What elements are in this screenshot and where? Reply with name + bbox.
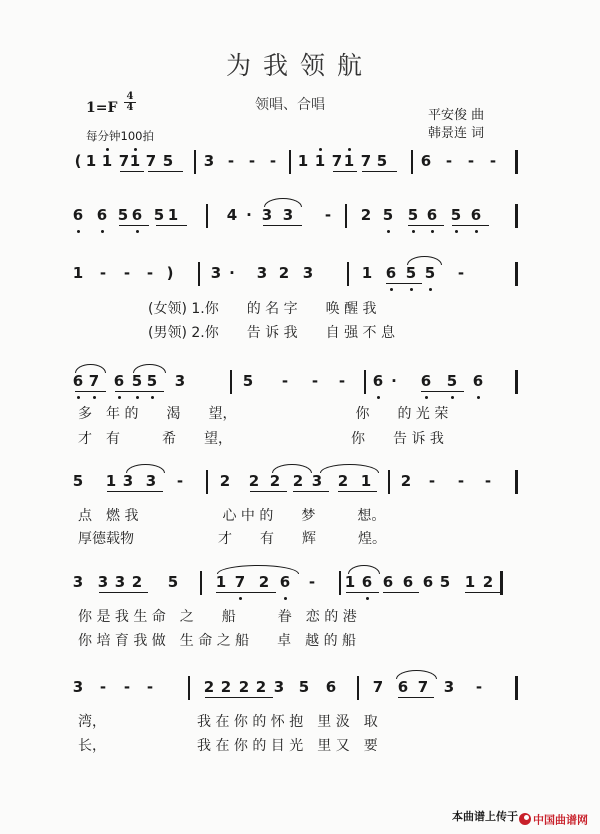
- jianpu-note: 3: [261, 206, 273, 224]
- jianpu-note: 1: [167, 206, 179, 224]
- jianpu-note: -: [457, 472, 465, 490]
- jianpu-note: -: [311, 372, 319, 390]
- jianpu-note: -: [467, 152, 475, 170]
- jianpu-note: -: [489, 152, 497, 170]
- performance-style: 领唱、合唱: [255, 97, 325, 113]
- jianpu-note: 5: [382, 206, 394, 224]
- jianpu-note: 5: [424, 264, 436, 282]
- time-signature-denominator: 4: [126, 102, 134, 113]
- octave-dot-below: [431, 230, 434, 233]
- jianpu-note: 6: [422, 573, 434, 591]
- octave-dot-below: [475, 230, 478, 233]
- jianpu-note: 3: [145, 472, 157, 490]
- jianpu-note: 3: [72, 678, 84, 696]
- composer-credit: 平安俊 曲: [428, 108, 485, 123]
- beat-underline: [386, 283, 422, 284]
- jianpu-note: 5: [298, 678, 310, 696]
- jianpu-note: -: [99, 264, 107, 282]
- lyric-line: 你 培 育 我 做 生 命 之 船 卓 越 的 船: [78, 633, 357, 649]
- octave-dot-below: [429, 288, 432, 291]
- final-barline: [500, 571, 503, 595]
- lyric-line: 长， 我 在 你 的 目 光 里 又 要: [78, 738, 378, 754]
- jianpu-note: 2: [238, 678, 250, 696]
- jianpu-note: 2: [220, 678, 232, 696]
- jianpu-note: 2: [255, 678, 267, 696]
- jianpu-note: 5: [117, 206, 129, 224]
- jianpu-note: 2: [337, 472, 349, 490]
- jianpu-note: -: [338, 372, 346, 390]
- time-signature-numerator: 4: [124, 92, 136, 103]
- octave-dot-below: [477, 396, 480, 399]
- jianpu-note: 5: [167, 573, 179, 591]
- jianpu-note: -: [428, 472, 436, 490]
- beat-underline: [115, 391, 164, 392]
- jianpu-note: 1: [464, 573, 476, 591]
- jianpu-note: 6: [372, 372, 384, 390]
- slur-tie: [407, 256, 442, 265]
- jianpu-note: 1: [129, 152, 141, 170]
- jianpu-note: 2: [248, 472, 260, 490]
- time-signature: [124, 92, 136, 113]
- jianpu-note: 5: [72, 472, 84, 490]
- barline: [289, 150, 291, 174]
- beat-underline: [263, 225, 302, 226]
- jianpu-note: 7: [372, 678, 384, 696]
- jianpu-note: -: [99, 678, 107, 696]
- jianpu-note: -: [146, 264, 154, 282]
- slur-tie: [396, 670, 437, 679]
- final-barline: [515, 676, 518, 700]
- octave-dot-below: [93, 396, 96, 399]
- jianpu-note: 1: [344, 573, 356, 591]
- jianpu-note: 3: [97, 573, 109, 591]
- barline: [230, 370, 232, 394]
- slur-tie: [348, 565, 380, 574]
- lyric-line: 你 是 我 生 命 之 船 眷 恋 的 港: [78, 609, 357, 625]
- octave-dot-below: [410, 288, 413, 291]
- jianpu-note: -: [484, 472, 492, 490]
- jianpu-note: ·: [391, 372, 397, 390]
- lyric-line: 点 燃 我 心 中 的 梦 想。: [78, 508, 386, 524]
- jianpu-note: -: [308, 573, 316, 591]
- jianpu-note: 5: [407, 206, 419, 224]
- octave-dot-below: [387, 230, 390, 233]
- beat-underline: [338, 491, 377, 492]
- jianpu-note: -: [457, 264, 465, 282]
- octave-dot-below: [239, 597, 242, 600]
- beat-underline: [216, 592, 276, 593]
- jianpu-note: 6: [279, 573, 291, 591]
- jianpu-note: ·: [229, 264, 235, 282]
- octave-dot-below: [455, 230, 458, 233]
- barline: [194, 150, 196, 174]
- octave-dot-below: [77, 396, 80, 399]
- jianpu-note: 2: [482, 573, 494, 591]
- jianpu-note: 3: [282, 206, 294, 224]
- jianpu-note: 3: [72, 573, 84, 591]
- final-barline: [515, 470, 518, 494]
- jianpu-note: 7: [88, 372, 100, 390]
- jianpu-note: 5: [405, 264, 417, 282]
- octave-dot-below: [101, 230, 104, 233]
- jianpu-note: 6: [420, 372, 432, 390]
- jianpu-note: 3: [302, 264, 314, 282]
- jianpu-note: 2: [131, 573, 143, 591]
- jianpu-note: 3: [443, 678, 455, 696]
- tempo-marking: 每分钟100拍: [86, 129, 154, 143]
- jianpu-note: 1: [215, 573, 227, 591]
- barline: [357, 676, 359, 700]
- jianpu-note: (: [74, 152, 82, 170]
- jianpu-note: 5: [439, 573, 451, 591]
- beat-underline: [333, 171, 357, 172]
- slur-tie: [272, 464, 312, 473]
- jianpu-note: 7: [118, 152, 130, 170]
- octave-dot-below: [77, 230, 80, 233]
- octave-dot-below: [412, 230, 415, 233]
- jianpu-note: 1: [85, 152, 97, 170]
- song-title: 为我领航: [225, 51, 374, 80]
- jianpu-note: 3: [256, 264, 268, 282]
- jianpu-note: 6: [420, 152, 432, 170]
- jianpu-note: 6: [426, 206, 438, 224]
- slur-tie: [217, 565, 299, 574]
- slur-tie: [126, 464, 165, 473]
- jianpu-note: 3: [174, 372, 186, 390]
- jianpu-note: 7: [234, 573, 246, 591]
- jianpu-note: 6: [325, 678, 337, 696]
- octave-dot-below: [425, 396, 428, 399]
- final-barline: [515, 262, 518, 286]
- jianpu-note: 7: [417, 678, 429, 696]
- jianpu-note: 2: [203, 678, 215, 696]
- jianpu-note: 1: [297, 152, 309, 170]
- jianpu-note: 5: [131, 372, 143, 390]
- jianpu-note: 5: [446, 372, 458, 390]
- jianpu-note: 5: [450, 206, 462, 224]
- jianpu-note: 2: [219, 472, 231, 490]
- jianpu-note: 3: [210, 264, 222, 282]
- jianpu-note: 6: [361, 573, 373, 591]
- jianpu-note: 5: [242, 372, 254, 390]
- jianpu-note: 6: [397, 678, 409, 696]
- jianpu-note: 2: [269, 472, 281, 490]
- key-signature: 1=F: [86, 100, 118, 116]
- beat-underline: [156, 225, 187, 226]
- octave-dot-above: [348, 148, 351, 151]
- jianpu-note: -: [475, 678, 483, 696]
- octave-dot-above: [319, 148, 322, 151]
- octave-dot-below: [377, 396, 380, 399]
- lyric-line: (男领) 2.你 告 诉 我 自 强 不 息: [148, 325, 395, 341]
- beat-underline: [383, 592, 419, 593]
- jianpu-note: 6: [382, 573, 394, 591]
- slur-tie: [320, 464, 379, 473]
- barline: [411, 150, 413, 174]
- octave-dot-below: [151, 396, 154, 399]
- jianpu-note: 1: [314, 152, 326, 170]
- jianpu-note: 3: [114, 573, 126, 591]
- jianpu-note: -: [123, 264, 131, 282]
- jianpu-note: 3: [311, 472, 323, 490]
- jianpu-note: 1: [105, 472, 117, 490]
- jianpu-note: 3: [273, 678, 285, 696]
- jianpu-note: 2: [400, 472, 412, 490]
- lyricist-credit: 韩景连 词: [428, 126, 485, 141]
- upload-note: 本曲谱上传于: [452, 810, 518, 823]
- octave-dot-below: [451, 396, 454, 399]
- jianpu-note: 6: [131, 206, 143, 224]
- jianpu-note: -: [445, 152, 453, 170]
- lyric-line: (女领) 1.你 的 名 字 唤 醒 我: [148, 301, 377, 317]
- logo-mark-highlight: [524, 815, 529, 820]
- beat-underline: [362, 171, 397, 172]
- jianpu-note: 1: [101, 152, 113, 170]
- jianpu-note: 6: [472, 372, 484, 390]
- jianpu-note: 3: [122, 472, 134, 490]
- lyric-line: 厚德载物 才 有 辉 煌。: [78, 531, 386, 547]
- barline: [345, 204, 347, 228]
- barline: [200, 571, 202, 595]
- barline: [388, 470, 390, 494]
- slur-tie: [133, 364, 166, 373]
- jianpu-note: 6: [385, 264, 397, 282]
- beat-underline: [398, 697, 434, 698]
- jianpu-note: 7: [360, 152, 372, 170]
- beat-underline: [107, 491, 163, 492]
- octave-dot-below: [366, 597, 369, 600]
- jianpu-note: -: [227, 152, 235, 170]
- jianpu-note: 5: [153, 206, 165, 224]
- beat-underline: [99, 592, 148, 593]
- jianpu-note: 2: [278, 264, 290, 282]
- slur-tie: [75, 364, 106, 373]
- jianpu-note: 6: [72, 206, 84, 224]
- barline: [188, 676, 190, 700]
- beat-underline: [465, 592, 500, 593]
- beat-underline: [346, 592, 379, 593]
- lyric-line: 湾， 我 在 你 的 怀 抱 里 汲 取: [78, 714, 378, 730]
- final-barline: [515, 370, 518, 394]
- jianpu-note: 4: [226, 206, 238, 224]
- octave-dot-below: [136, 396, 139, 399]
- jianpu-note: -: [324, 206, 332, 224]
- jianpu-note: -: [269, 152, 277, 170]
- beat-underline: [120, 171, 144, 172]
- final-barline: [515, 204, 518, 228]
- jianpu-note: 2: [258, 573, 270, 591]
- barline: [206, 470, 208, 494]
- jianpu-note: -: [146, 678, 154, 696]
- jianpu-note: 1: [72, 264, 84, 282]
- jianpu-note: 1: [360, 472, 372, 490]
- beat-underline: [293, 491, 329, 492]
- octave-dot-below: [136, 230, 139, 233]
- beat-underline: [148, 171, 183, 172]
- jianpu-note: 7: [331, 152, 343, 170]
- jianpu-note: -: [248, 152, 256, 170]
- jianpu-note: 2: [360, 206, 372, 224]
- jianpu-note: 1: [343, 152, 355, 170]
- jianpu-note: 6: [72, 372, 84, 390]
- octave-dot-above: [106, 148, 109, 151]
- barline: [198, 262, 200, 286]
- beat-underline: [421, 391, 464, 392]
- lyric-line: 多 年 的 渴 望， 你 的 光 荣: [78, 406, 449, 422]
- site-logo[interactable]: [518, 811, 588, 827]
- octave-dot-below: [284, 597, 287, 600]
- barline: [347, 262, 349, 286]
- slur-tie: [264, 198, 302, 207]
- logo-text: 中国曲谱网: [533, 813, 588, 827]
- barline: [339, 571, 341, 595]
- barline: [206, 204, 208, 228]
- jianpu-note: 1: [361, 264, 373, 282]
- jianpu-note: -: [176, 472, 184, 490]
- jianpu-note: 6: [113, 372, 125, 390]
- beat-underline: [408, 225, 444, 226]
- beat-underline: [75, 391, 106, 392]
- barline: [364, 370, 366, 394]
- jianpu-note: 6: [402, 573, 414, 591]
- beat-underline: [452, 225, 489, 226]
- jianpu-note: ): [166, 264, 174, 282]
- beat-underline: [119, 225, 149, 226]
- beat-underline: [250, 491, 287, 492]
- jianpu-note: 5: [376, 152, 388, 170]
- jianpu-note: 5: [146, 372, 158, 390]
- final-barline: [515, 150, 518, 174]
- jianpu-note: 7: [145, 152, 157, 170]
- beat-underline: [205, 697, 273, 698]
- octave-dot-below: [390, 288, 393, 291]
- jianpu-note: ·: [246, 206, 252, 224]
- jianpu-note: 6: [96, 206, 108, 224]
- jianpu-note: 3: [203, 152, 215, 170]
- jianpu-note: -: [281, 372, 289, 390]
- lyric-line: 才 有 希 望， 你 告 诉 我: [78, 431, 444, 447]
- jianpu-note: 5: [162, 152, 174, 170]
- jianpu-note: 6: [470, 206, 482, 224]
- jianpu-note: 2: [292, 472, 304, 490]
- octave-dot-above: [134, 148, 137, 151]
- jianpu-note: -: [123, 678, 131, 696]
- octave-dot-below: [118, 396, 121, 399]
